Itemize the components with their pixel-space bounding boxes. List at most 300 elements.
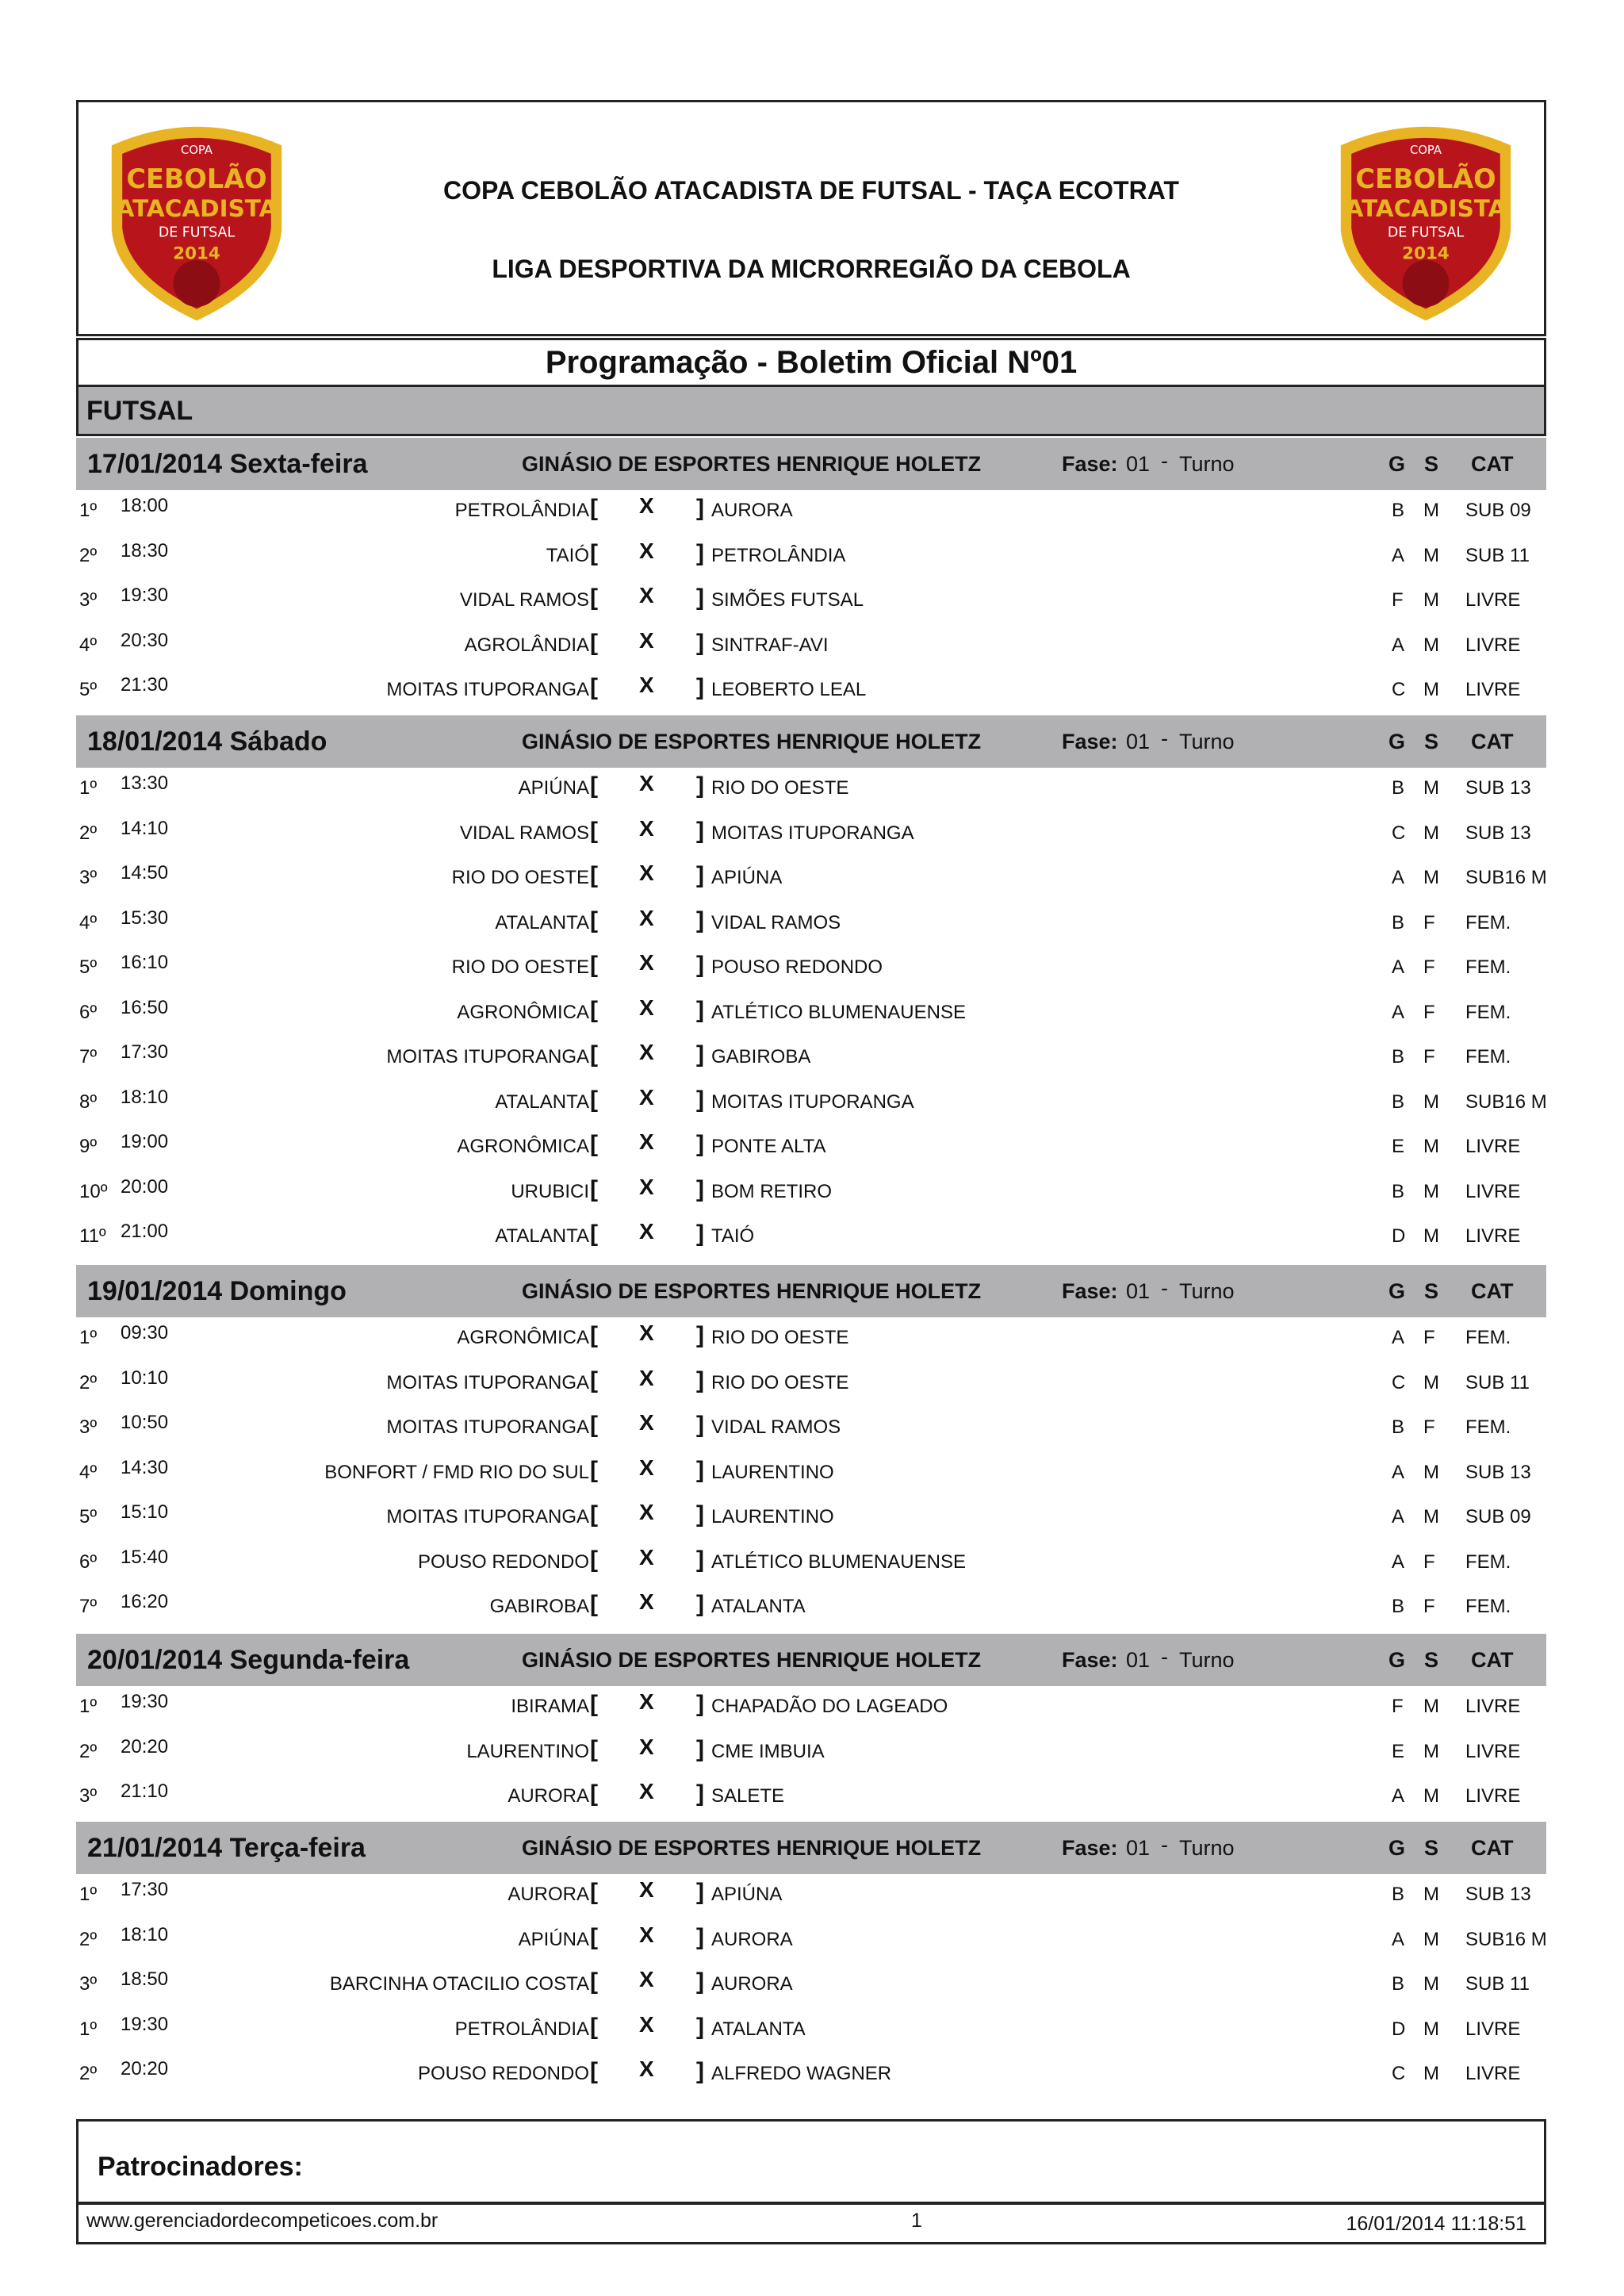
score-bracket-left: [ bbox=[590, 907, 598, 933]
game-gender: M bbox=[1423, 2018, 1439, 2040]
away-team: SALETE bbox=[711, 1785, 785, 1807]
score-bracket-left: [ bbox=[590, 1412, 598, 1438]
game-row bbox=[0, 1490, 1624, 1535]
home-team: AURORA bbox=[508, 1785, 589, 1807]
score-bracket-left: [ bbox=[590, 629, 598, 656]
score-bracket-right: ] bbox=[696, 674, 704, 700]
game-category: LIVRE bbox=[1465, 1696, 1521, 1717]
fase-value: 01 bbox=[1126, 452, 1151, 476]
away-team: LAURENTINO bbox=[711, 1461, 834, 1483]
versus-x: X bbox=[639, 861, 654, 885]
home-team: MOITAS ITUPORANGA bbox=[386, 679, 589, 700]
day-header bbox=[76, 1265, 1546, 1317]
score-bracket-left: [ bbox=[590, 1456, 598, 1483]
game-order: 9º bbox=[79, 1136, 98, 1157]
game-order: 2º bbox=[79, 1740, 98, 1762]
away-team: LEOBERTO LEAL bbox=[711, 679, 867, 700]
versus-x: X bbox=[639, 1544, 654, 1570]
game-time: 20:00 bbox=[121, 1175, 169, 1198]
game-gender: F bbox=[1423, 1046, 1435, 1068]
home-team: AGRONÔMICA bbox=[457, 1136, 589, 1157]
game-category: SUB16 M bbox=[1465, 1091, 1547, 1113]
fase-label: Fase: bbox=[1062, 452, 1118, 476]
home-team: LAURENTINO bbox=[466, 1740, 589, 1762]
game-category: FEM. bbox=[1465, 956, 1511, 978]
footer-site: www.gerenciadordecompeticoes.com.br bbox=[86, 2210, 439, 2232]
turno-label: Turno bbox=[1179, 452, 1235, 476]
game-gender: M bbox=[1423, 822, 1439, 844]
home-team: MOITAS ITUPORANGA bbox=[386, 1046, 589, 1068]
home-team: POUSO REDONDO bbox=[417, 2063, 589, 2084]
game-time: 15:30 bbox=[121, 907, 169, 929]
day-venue: GINÁSIO DE ESPORTES HENRIQUE HOLETZ bbox=[522, 1279, 982, 1303]
versus-x: X bbox=[639, 1320, 654, 1345]
logo-text-defutsal: DE FUTSAL bbox=[158, 224, 236, 241]
game-order: 6º bbox=[79, 1550, 98, 1573]
game-gender: F bbox=[1423, 1327, 1435, 1348]
home-team: APIÚNA bbox=[518, 1928, 589, 1950]
game-time: 19:00 bbox=[121, 1131, 169, 1152]
game-row bbox=[0, 1725, 1624, 1769]
game-category: FEM. bbox=[1465, 1596, 1511, 1617]
day-date: 21/01/2014 Terça-feira bbox=[87, 1833, 366, 1863]
tournament-title: COPA CEBOLÃO ATACADISTA DE FUTSAL - TAÇA ECOTRAT bbox=[443, 176, 1179, 205]
game-category: LIVRE bbox=[1465, 1740, 1521, 1762]
home-team: MOITAS ITUPORANGA bbox=[386, 1371, 589, 1393]
versus-x: X bbox=[639, 1219, 654, 1244]
score-bracket-left: [ bbox=[590, 817, 598, 844]
game-time: 14:10 bbox=[121, 817, 169, 839]
home-team: GABIROBA bbox=[489, 1596, 589, 1617]
score-bracket-right: ] bbox=[696, 1923, 704, 1950]
versus-x: X bbox=[639, 905, 654, 930]
game-group: B bbox=[1392, 1046, 1405, 1068]
versus-x: X bbox=[639, 1174, 654, 1199]
score-bracket-right: ] bbox=[696, 539, 704, 566]
tournament-logo-left bbox=[90, 113, 303, 326]
game-group: D bbox=[1392, 2018, 1406, 2040]
game-row bbox=[0, 1075, 1624, 1120]
column-header-g: G bbox=[1388, 452, 1406, 476]
score-bracket-right: ] bbox=[696, 1456, 704, 1483]
game-row bbox=[0, 896, 1624, 941]
versus-x: X bbox=[639, 673, 654, 697]
game-group: A bbox=[1392, 1461, 1405, 1483]
game-row bbox=[0, 1957, 1624, 2002]
game-group: B bbox=[1392, 1596, 1405, 1617]
game-category: SUB 09 bbox=[1465, 1506, 1531, 1527]
versus-x: X bbox=[639, 2056, 654, 2081]
turno-label: Turno bbox=[1179, 1279, 1235, 1303]
game-row bbox=[0, 1165, 1624, 1209]
game-row bbox=[0, 573, 1624, 618]
versus-x: X bbox=[639, 1689, 654, 1714]
column-header-s: S bbox=[1424, 1648, 1439, 1672]
score-bracket-right: ] bbox=[696, 629, 704, 656]
game-category: SUB 13 bbox=[1465, 1884, 1531, 1905]
score-bracket-right: ] bbox=[696, 2058, 704, 2084]
game-row bbox=[0, 2003, 1624, 2047]
fase-label: Fase: bbox=[1062, 730, 1118, 753]
home-team: ATALANTA bbox=[495, 1225, 589, 1247]
score-bracket-left: [ bbox=[590, 2013, 598, 2040]
svg-text:CEBOLÃO: CEBOLÃO bbox=[1355, 163, 1496, 194]
game-gender: M bbox=[1423, 1091, 1439, 1113]
versus-x: X bbox=[639, 1779, 654, 1803]
game-row bbox=[0, 1446, 1624, 1490]
game-row bbox=[0, 1030, 1624, 1075]
game-category: SUB 11 bbox=[1465, 1973, 1530, 1995]
game-gender: F bbox=[1423, 1416, 1435, 1438]
footer-page-number: 1 bbox=[911, 2210, 922, 2232]
away-team: LAURENTINO bbox=[711, 1506, 834, 1527]
column-header-cat: CAT bbox=[1471, 1279, 1514, 1303]
game-order: 1º bbox=[79, 1327, 98, 1348]
game-category: SUB 11 bbox=[1465, 1371, 1530, 1393]
fase-value: 01 bbox=[1126, 1836, 1151, 1860]
game-group: A bbox=[1392, 1506, 1405, 1527]
score-bracket-right: ] bbox=[696, 1591, 704, 1617]
game-order: 3º bbox=[79, 867, 98, 888]
game-gender: F bbox=[1423, 1550, 1435, 1573]
versus-x: X bbox=[639, 815, 654, 841]
away-team: MOITAS ITUPORANGA bbox=[711, 1091, 914, 1113]
game-time: 14:30 bbox=[121, 1456, 169, 1478]
score-bracket-left: [ bbox=[590, 1968, 598, 1995]
game-group: B bbox=[1392, 777, 1405, 799]
score-bracket-left: [ bbox=[590, 1501, 598, 1527]
away-team: SIMÕES FUTSAL bbox=[711, 589, 864, 611]
game-category: FEM. bbox=[1465, 1327, 1511, 1348]
home-team: PETROLÂNDIA bbox=[454, 500, 589, 521]
fase-dash: - bbox=[1161, 1276, 1168, 1300]
game-row bbox=[0, 1120, 1624, 1164]
game-order: 2º bbox=[79, 822, 98, 844]
game-group: C bbox=[1392, 822, 1406, 844]
away-team: ATLÉTICO BLUMENAUENSE bbox=[711, 1550, 966, 1573]
home-team: RIO DO OESTE bbox=[451, 956, 589, 978]
away-team: POUSO REDONDO bbox=[711, 956, 883, 978]
day-date: 18/01/2014 Sábado bbox=[87, 726, 327, 757]
game-time: 15:40 bbox=[121, 1546, 169, 1568]
game-order: 2º bbox=[79, 1371, 98, 1393]
game-group: A bbox=[1392, 1785, 1405, 1807]
game-category: SUB 13 bbox=[1465, 777, 1531, 799]
game-time: 21:00 bbox=[121, 1221, 169, 1242]
game-category: LIVRE bbox=[1465, 1225, 1521, 1247]
score-bracket-right: ] bbox=[696, 1546, 704, 1573]
game-group: A bbox=[1392, 634, 1405, 656]
versus-x: X bbox=[639, 1589, 654, 1614]
fase-value: 01 bbox=[1126, 1279, 1151, 1303]
game-category: FEM. bbox=[1465, 1416, 1511, 1438]
score-bracket-right: ] bbox=[696, 1879, 704, 1905]
score-bracket-right: ] bbox=[696, 1041, 704, 1068]
column-header-g: G bbox=[1388, 1648, 1406, 1672]
versus-x: X bbox=[639, 1922, 654, 1947]
fase-value: 01 bbox=[1126, 730, 1151, 753]
game-row bbox=[0, 1401, 1624, 1445]
game-gender: M bbox=[1423, 1928, 1439, 1950]
score-bracket-left: [ bbox=[590, 1221, 598, 1247]
game-gender: M bbox=[1423, 1696, 1439, 1717]
versus-x: X bbox=[639, 1500, 654, 1524]
game-category: LIVRE bbox=[1465, 2018, 1521, 2040]
game-time: 20:20 bbox=[121, 1735, 169, 1757]
game-time: 17:30 bbox=[121, 1041, 169, 1063]
versus-x: X bbox=[639, 1410, 654, 1435]
game-time: 20:20 bbox=[121, 2058, 169, 2079]
game-group: A bbox=[1392, 1327, 1405, 1348]
home-team: URUBICI bbox=[511, 1180, 589, 1202]
game-row bbox=[0, 529, 1624, 573]
game-row bbox=[0, 663, 1624, 707]
day-header bbox=[76, 438, 1546, 490]
game-row bbox=[0, 851, 1624, 895]
game-gender: M bbox=[1423, 500, 1439, 521]
game-group: B bbox=[1392, 1973, 1405, 1995]
game-time: 16:50 bbox=[121, 996, 169, 1018]
versus-x: X bbox=[639, 995, 654, 1020]
tournament-logo-right bbox=[1320, 113, 1532, 326]
away-team: RIO DO OESTE bbox=[711, 1327, 849, 1348]
game-category: SUB 13 bbox=[1465, 1461, 1531, 1483]
game-order: 3º bbox=[79, 1973, 98, 1995]
game-time: 19:30 bbox=[121, 1691, 169, 1712]
column-header-g: G bbox=[1388, 1836, 1406, 1860]
game-row bbox=[0, 807, 1624, 851]
home-team: VIDAL RAMOS bbox=[459, 589, 589, 611]
game-gender: M bbox=[1423, 1884, 1439, 1905]
game-time: 15:10 bbox=[121, 1501, 169, 1523]
game-group: B bbox=[1392, 500, 1405, 521]
game-gender: M bbox=[1423, 1740, 1439, 1762]
game-order: 1º bbox=[79, 500, 98, 521]
game-category: SUB 09 bbox=[1465, 500, 1531, 521]
game-group: A bbox=[1392, 1550, 1405, 1573]
logo-text-cebolao: CEBOLÃO bbox=[126, 163, 267, 194]
home-team: AGROLÂNDIA bbox=[464, 634, 589, 656]
game-time: 18:10 bbox=[121, 1923, 169, 1945]
score-bracket-left: [ bbox=[590, 1322, 598, 1348]
fase-label: Fase: bbox=[1062, 1279, 1118, 1303]
game-gender: M bbox=[1423, 1180, 1439, 1202]
fase-dash: - bbox=[1161, 1645, 1168, 1669]
game-group: B bbox=[1392, 1884, 1405, 1905]
game-row bbox=[0, 941, 1624, 985]
home-team: RIO DO OESTE bbox=[451, 867, 589, 888]
day-venue: GINÁSIO DE ESPORTES HENRIQUE HOLETZ bbox=[522, 1648, 982, 1672]
game-gender: M bbox=[1423, 1461, 1439, 1483]
game-order: 3º bbox=[79, 1785, 98, 1807]
fase-dash: - bbox=[1161, 1833, 1168, 1857]
day-date: 19/01/2014 Domingo bbox=[87, 1276, 347, 1306]
game-gender: M bbox=[1423, 589, 1439, 611]
away-team: APIÚNA bbox=[711, 867, 783, 888]
game-group: C bbox=[1392, 2063, 1406, 2084]
column-header-s: S bbox=[1424, 452, 1439, 476]
home-team: VIDAL RAMOS bbox=[459, 822, 589, 844]
game-order: 5º bbox=[79, 956, 98, 978]
column-header-g: G bbox=[1388, 730, 1406, 753]
away-team: BOM RETIRO bbox=[711, 1180, 833, 1202]
game-category: SUB16 M bbox=[1465, 1928, 1547, 1950]
game-time: 10:50 bbox=[121, 1412, 169, 1433]
game-gender: M bbox=[1423, 777, 1439, 799]
versus-x: X bbox=[639, 1967, 654, 1991]
score-bracket-right: ] bbox=[696, 1691, 704, 1717]
away-team: SINTRAF-AVI bbox=[711, 634, 829, 656]
score-bracket-left: [ bbox=[590, 1041, 598, 1068]
game-gender: M bbox=[1423, 1785, 1439, 1807]
versus-x: X bbox=[639, 1365, 654, 1390]
section-title: FUTSAL bbox=[76, 387, 1546, 436]
game-row bbox=[0, 1311, 1624, 1355]
score-bracket-right: ] bbox=[696, 996, 704, 1023]
game-row bbox=[0, 484, 1624, 528]
game-group: E bbox=[1392, 1136, 1405, 1157]
game-group: C bbox=[1392, 1371, 1406, 1393]
score-bracket-left: [ bbox=[590, 1366, 598, 1393]
game-order: 3º bbox=[79, 589, 98, 611]
fase-dash: - bbox=[1161, 726, 1168, 750]
home-team: PETROLÂNDIA bbox=[454, 2018, 589, 2040]
score-bracket-right: ] bbox=[696, 1968, 704, 1995]
home-team: APIÚNA bbox=[518, 777, 589, 799]
game-category: FEM. bbox=[1465, 1550, 1511, 1573]
game-row bbox=[0, 1535, 1624, 1580]
column-header-s: S bbox=[1424, 730, 1439, 753]
column-header-s: S bbox=[1424, 1836, 1439, 1860]
game-category: LIVRE bbox=[1465, 2063, 1521, 2084]
score-bracket-left: [ bbox=[590, 996, 598, 1023]
versus-x: X bbox=[639, 1877, 654, 1902]
game-time: 09:30 bbox=[121, 1322, 169, 1343]
game-time: 18:10 bbox=[121, 1086, 169, 1108]
column-header-cat: CAT bbox=[1471, 1648, 1514, 1672]
score-bracket-left: [ bbox=[590, 772, 598, 799]
score-bracket-left: [ bbox=[590, 585, 598, 611]
day-date: 20/01/2014 Segunda-feira bbox=[87, 1645, 410, 1675]
score-bracket-left: [ bbox=[590, 495, 598, 521]
versus-x: X bbox=[639, 1455, 654, 1480]
away-team: ALFREDO WAGNER bbox=[711, 2063, 892, 2084]
score-bracket-right: ] bbox=[696, 1221, 704, 1247]
away-team: PETROLÂNDIA bbox=[711, 544, 846, 566]
versus-x: X bbox=[639, 1129, 654, 1154]
game-time: 17:30 bbox=[121, 1879, 169, 1900]
column-header-cat: CAT bbox=[1471, 1836, 1514, 1860]
game-gender: M bbox=[1423, 679, 1439, 700]
away-team: ATALANTA bbox=[711, 1596, 806, 1617]
score-bracket-left: [ bbox=[590, 1879, 598, 1905]
score-bracket-left: [ bbox=[590, 1086, 598, 1113]
away-team: CME IMBUIA bbox=[711, 1740, 825, 1762]
logo-text-copa: COPA bbox=[181, 143, 213, 157]
game-gender: F bbox=[1423, 911, 1435, 933]
score-bracket-right: ] bbox=[696, 907, 704, 933]
home-team: AURORA bbox=[508, 1884, 589, 1905]
home-team: BARCINHA OTACILIO COSTA bbox=[329, 1973, 589, 1995]
away-team: AURORA bbox=[711, 500, 793, 521]
game-row bbox=[0, 1209, 1624, 1254]
game-category: LIVRE bbox=[1465, 1785, 1521, 1807]
svg-text:COPA: COPA bbox=[1410, 143, 1442, 157]
game-gender: M bbox=[1423, 634, 1439, 656]
game-group: B bbox=[1392, 1416, 1405, 1438]
score-bracket-right: ] bbox=[696, 817, 704, 844]
game-row bbox=[0, 619, 1624, 663]
day-date: 17/01/2014 Sexta-feira bbox=[87, 449, 368, 479]
game-gender: M bbox=[1423, 1506, 1439, 1527]
game-row bbox=[0, 1769, 1624, 1814]
game-category: FEM. bbox=[1465, 1046, 1511, 1068]
home-team: BONFORT / FMD RIO DO SUL bbox=[324, 1461, 589, 1483]
game-time: 21:10 bbox=[121, 1780, 169, 1802]
header-box bbox=[76, 100, 1546, 336]
game-order: 2º bbox=[79, 544, 98, 566]
versus-x: X bbox=[639, 950, 654, 975]
svg-text:ATACADISTA: ATACADISTA bbox=[1345, 194, 1507, 222]
game-order: 4º bbox=[79, 911, 98, 933]
game-order: 2º bbox=[79, 1928, 98, 1950]
day-venue: GINÁSIO DE ESPORTES HENRIQUE HOLETZ bbox=[522, 452, 982, 476]
home-team: MOITAS ITUPORANGA bbox=[386, 1416, 589, 1438]
versus-x: X bbox=[639, 1084, 654, 1110]
away-team: GABIROBA bbox=[711, 1046, 811, 1068]
game-order: 5º bbox=[79, 1506, 98, 1527]
game-gender: F bbox=[1423, 956, 1435, 978]
game-gender: M bbox=[1423, 1371, 1439, 1393]
game-group: A bbox=[1392, 956, 1405, 978]
game-row bbox=[0, 986, 1624, 1030]
day-header bbox=[76, 1634, 1546, 1686]
game-order: 1º bbox=[79, 1884, 98, 1905]
game-group: B bbox=[1392, 1091, 1405, 1113]
game-group: F bbox=[1392, 1696, 1404, 1717]
svg-text:2014: 2014 bbox=[1402, 243, 1450, 264]
turno-label: Turno bbox=[1179, 730, 1235, 753]
column-header-s: S bbox=[1424, 1279, 1439, 1303]
game-order: 1º bbox=[79, 2018, 98, 2040]
game-row bbox=[0, 1680, 1624, 1724]
game-gender: M bbox=[1423, 1973, 1439, 1995]
away-team: AURORA bbox=[711, 1928, 793, 1950]
sponsors-box bbox=[76, 2119, 1546, 2205]
score-bracket-right: ] bbox=[696, 1322, 704, 1348]
score-bracket-left: [ bbox=[590, 1131, 598, 1157]
away-team: ATLÉTICO BLUMENAUENSE bbox=[711, 1001, 966, 1023]
away-team: RIO DO OESTE bbox=[711, 1371, 849, 1393]
game-order: 7º bbox=[79, 1596, 98, 1617]
column-header-cat: CAT bbox=[1471, 452, 1514, 476]
home-team: TAIÓ bbox=[546, 544, 589, 566]
score-bracket-right: ] bbox=[696, 1501, 704, 1527]
game-group: A bbox=[1392, 867, 1405, 888]
game-time: 10:10 bbox=[121, 1366, 169, 1389]
game-order: 7º bbox=[79, 1046, 98, 1068]
game-group: A bbox=[1392, 1928, 1405, 1950]
away-team: TAIÓ bbox=[711, 1225, 755, 1247]
versus-x: X bbox=[639, 538, 654, 563]
program-title: Programação - Boletim Oficial Nº01 bbox=[76, 338, 1546, 387]
score-bracket-left: [ bbox=[590, 1923, 598, 1950]
game-time: 21:30 bbox=[121, 674, 169, 696]
game-category: LIVRE bbox=[1465, 634, 1521, 656]
game-time: 16:10 bbox=[121, 952, 169, 973]
home-team: AGRONÔMICA bbox=[457, 1001, 589, 1023]
game-time: 18:00 bbox=[121, 495, 169, 516]
